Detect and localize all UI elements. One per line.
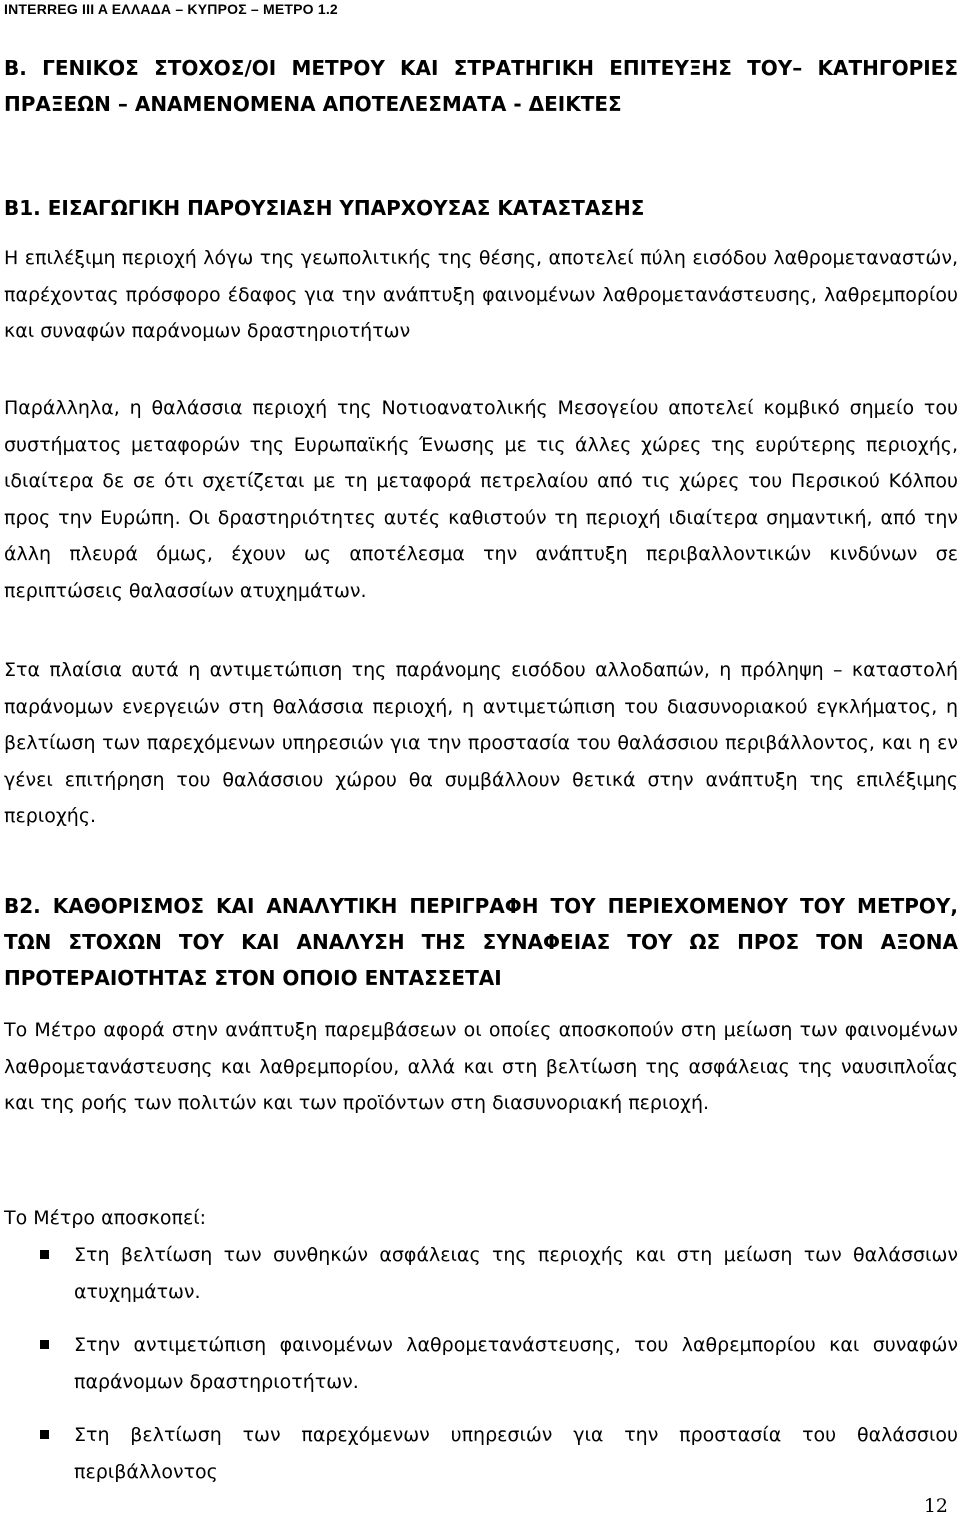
square-bullet-icon [40,1250,49,1259]
list-item [0,1327,958,1400]
b1-paragraph-2: Παράλληλα, η θαλάσσια περιοχή της Νοτιοανατολικής Μεσογείου αποτελεί κομβικό σημείο του συστήματος μεταφορών της Ευρωπαϊκής Ένωσης με τις άλλες χώρες της ευρύτερης περιοχής, ιδιαίτερα δε σε ότι σχετίζεται με τη μεταφορά πετρελαίου από τις χώρες του Περσικού Κόλπου προς την Ευρώπη. Οι δραστηριότητες αυτές καθιστούν τη περιοχή ιδιαίτερα σημαντική, από την άλλη πλευρά όμως, έχουν ως αποτέλεσμα την ανάπτυξη περιβαλλοντικών κινδύνων σε περιπτώσεις θαλασσίων ατυχημάτων. [4,397,958,602]
list-item-text: Στη βελτίωση των συνθηκών ασφάλειας της περιοχής και στη μείωση των θαλάσσιων ατυχημάτων. [74,1244,958,1303]
list-item-text: Στη βελτίωση των παρεχόμενων υπηρεσιών για την προστασία του θαλάσσιου περιβάλλοντος [74,1424,958,1483]
running-header: INTERREG III A ΕΛΛΑΔΑ – ΚΥΠΡΟΣ – ΜΕΤΡΟ 1.2 [4,1,338,17]
list-item [0,1417,958,1490]
section-b-title: Β. ΓΕΝΙΚΟΣ ΣΤΟΧΟΣ/ΟΙ ΜΕΤΡΟΥ ΚΑΙ ΣΤΡΑΤΗΓΙΚΗ ΕΠΙΤΕΥΞΗΣ ΤΟΥ– ΚΑΤΗΓΟΡΙΕΣ ΠΡΑΞΕΩΝ – ΑΝΑΜΕΝΟΜΕΝΑ ΑΠΟΤΕΛΕΣΜΑΤΑ - ΔΕΙΚΤΕΣ [4,56,958,116]
section-b1-title: Β1. ΕΙΣΑΓΩΓΙΚΗ ΠΑΡΟΥΣΙΑΣΗ ΥΠΑΡΧΟΥΣΑΣ ΚΑΤΑΣΤΑΣΗΣ [4,196,645,220]
square-bullet-icon [40,1340,49,1349]
b1-paragraph-1: Η επιλέξιμη περιοχή λόγω της γεωπολιτικής της θέσης, αποτελεί πύλη εισόδου λαθρομεταναστών, παρέχοντας πρόσφορο έδαφος για την ανάπτυξη φαινομένων λαθρομετανάστευσης, λαθρεμπορίου και συναφών παράνομων δραστηριοτήτων [4,247,958,343]
square-bullet-icon [40,1430,49,1439]
aims-list [0,1237,958,1508]
list-item-text: Στην αντιμετώπιση φαινομένων λαθρομετανάστευσης, του λαθρεμπορίου και συναφών παράνομων δραστηριοτήτων. [74,1334,958,1393]
page-number: 12 [923,1495,948,1517]
b2-paragraph: Το Μέτρο αφορά στην ανάπτυξη παρεμβάσεων οι οποίες αποσκοπούν στη μείωση των φαινομένων λαθρομετανάστευσης και λαθρεμπορίου, αλλά και στη βελτίωση της ασφάλειας της ναυσιπλοΐας και της ροής των πολιτών και των προϊόντων στη διασυνοριακή περιοχή. [4,1019,958,1115]
list-item [0,1237,958,1310]
section-b2-title: Β2. ΚΑΘΟΡΙΣΜΟΣ ΚΑΙ ΑΝΑΛΥΤΙΚΗ ΠΕΡΙΓΡΑΦΗ ΤΟΥ ΠΕΡΙΕΧΟΜΕΝΟΥ ΤΟΥ ΜΕΤΡΟΥ, ΤΩΝ ΣΤΟΧΩΝ ΤΟΥ ΚΑΙ ΑΝΑΛΥΣΗ ΤΗΣ ΣΥΝΑΦΕΙΑΣ ΤΟΥ ΩΣ ΠΡΟΣ ΤΟΝ ΑΞΟΝΑ ΠΡΟΤΕΡΑΙΟΤΗΤΑΣ ΣΤΟΝ ΟΠΟΙΟ ΕΝΤΑΣΣΕΤΑΙ [4,894,958,990]
b1-paragraph-3: Στα πλαίσια αυτά η αντιμετώπιση της παράνομης εισόδου αλλοδαπών, η πρόληψη – καταστολή παράνομων ενεργειών στη θαλάσσια περιοχή, η αντιμετώπιση του διασυνοριακού εγκλήματος, η βελτίωση των παρεχόμενων υπηρεσιών για την προστασία του θαλάσσιου περιβάλλοντος, και η εν γένει επιτήρηση του θαλάσσιου χώρου θα συμβάλλουν θετικά στην ανάπτυξη της επιλέξιμης περιοχής. [4,659,958,828]
aims-intro: Το Μέτρο αποσκοπεί: [4,1207,207,1229]
